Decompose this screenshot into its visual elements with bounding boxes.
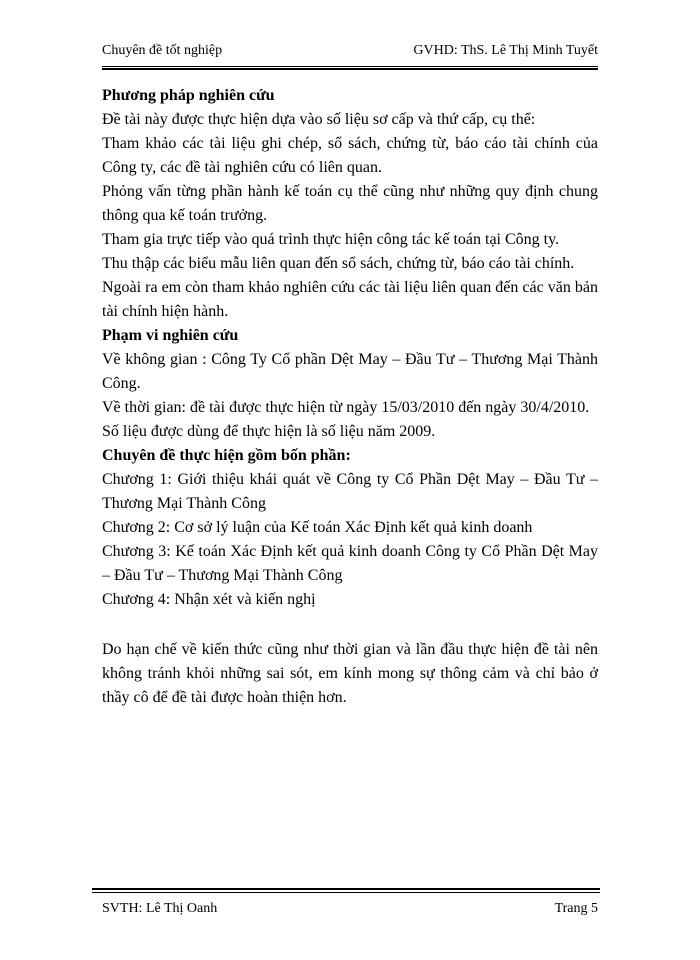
- header-advisor: GVHD: ThS. Lê Thị Minh Tuyết: [413, 43, 598, 58]
- footer-divider-thick: [92, 888, 600, 890]
- chapter-item: Chương 3: Kế toán Xác Định kết quả kinh doanh Công ty Cổ Phần Dệt May – Đầu Tư – Thương Mại Thành Công: [102, 543, 598, 584]
- footer-divider-thin: [92, 892, 600, 893]
- closing-paragraph: Do hạn chế về kiến thức cũng như thời gian và lần đầu thực hiện đề tài nên không tránh khỏi những sai sót, em kính mong sự thông cảm và chỉ bảo ở thầy cô để đề tài được hoàn thiện hơn.: [102, 641, 598, 706]
- chapter-item: Chương 4: Nhận xét và kiến nghị: [102, 591, 316, 608]
- footer-student: SVTH: Lê Thị Oanh: [102, 901, 218, 916]
- method-paragraph: Phỏng vấn từng phần hành kế toán cụ thể cũng như những quy định chung thông qua kế toán trưởng.: [102, 183, 598, 224]
- page-header: [102, 42, 598, 66]
- page-body: [102, 84, 598, 710]
- header-document-type: Chuyên đề tốt nghiệp: [102, 43, 223, 58]
- scope-paragraph: Số liệu được dùng để thực hiện là số liệu năm 2009.: [102, 423, 436, 440]
- section-heading-structure: Chuyên đề thực hiện gồm bốn phần:: [102, 447, 351, 464]
- section-heading-method: Phương pháp nghiên cứu: [102, 87, 275, 104]
- scope-paragraph: Về thời gian: đề tài được thực hiện từ ngày 15/03/2010 đến ngày 30/4/2010.: [102, 399, 590, 416]
- section-heading-scope: Phạm vi nghiên cứu: [102, 327, 239, 344]
- scope-paragraph: Về không gian : Công Ty Cổ phần Dệt May – Đầu Tư – Thương Mại Thành Công.: [102, 351, 598, 392]
- method-paragraph: Ngoài ra em còn tham khảo nghiên cứu các tài liệu liên quan đến các văn bản tài chính hiện hành.: [102, 279, 598, 320]
- chapter-item: Chương 2: Cơ sở lý luận của Kế toán Xác Định kết quả kinh doanh: [102, 519, 533, 536]
- method-paragraph: Tham gia trực tiếp vào quá trình thực hiện công tác kế toán tại Công ty.: [102, 231, 560, 248]
- method-paragraph: Đề tài này được thực hiện dựa vào số liệu sơ cấp và thứ cấp, cụ thể:: [102, 111, 536, 128]
- chapter-item: Chương 1: Giới thiệu khái quát về Công ty Cổ Phần Dệt May – Đầu Tư – Thương Mại Thành Công: [102, 471, 598, 512]
- header-divider-thick: [102, 68, 598, 70]
- page-number: Trang 5: [554, 901, 598, 916]
- paragraph-spacer: [102, 612, 598, 638]
- method-paragraph: Tham khảo các tài liệu ghi chép, sổ sách, chứng từ, báo cáo tài chính của Công ty, các đề tài nghiên cứu có liên quan.: [102, 135, 598, 176]
- header-divider-thin: [102, 66, 598, 67]
- page-footer: [102, 900, 598, 920]
- method-paragraph: Thu thập các biểu mẫu liên quan đến sổ sách, chứng từ, báo cáo tài chính.: [102, 255, 575, 272]
